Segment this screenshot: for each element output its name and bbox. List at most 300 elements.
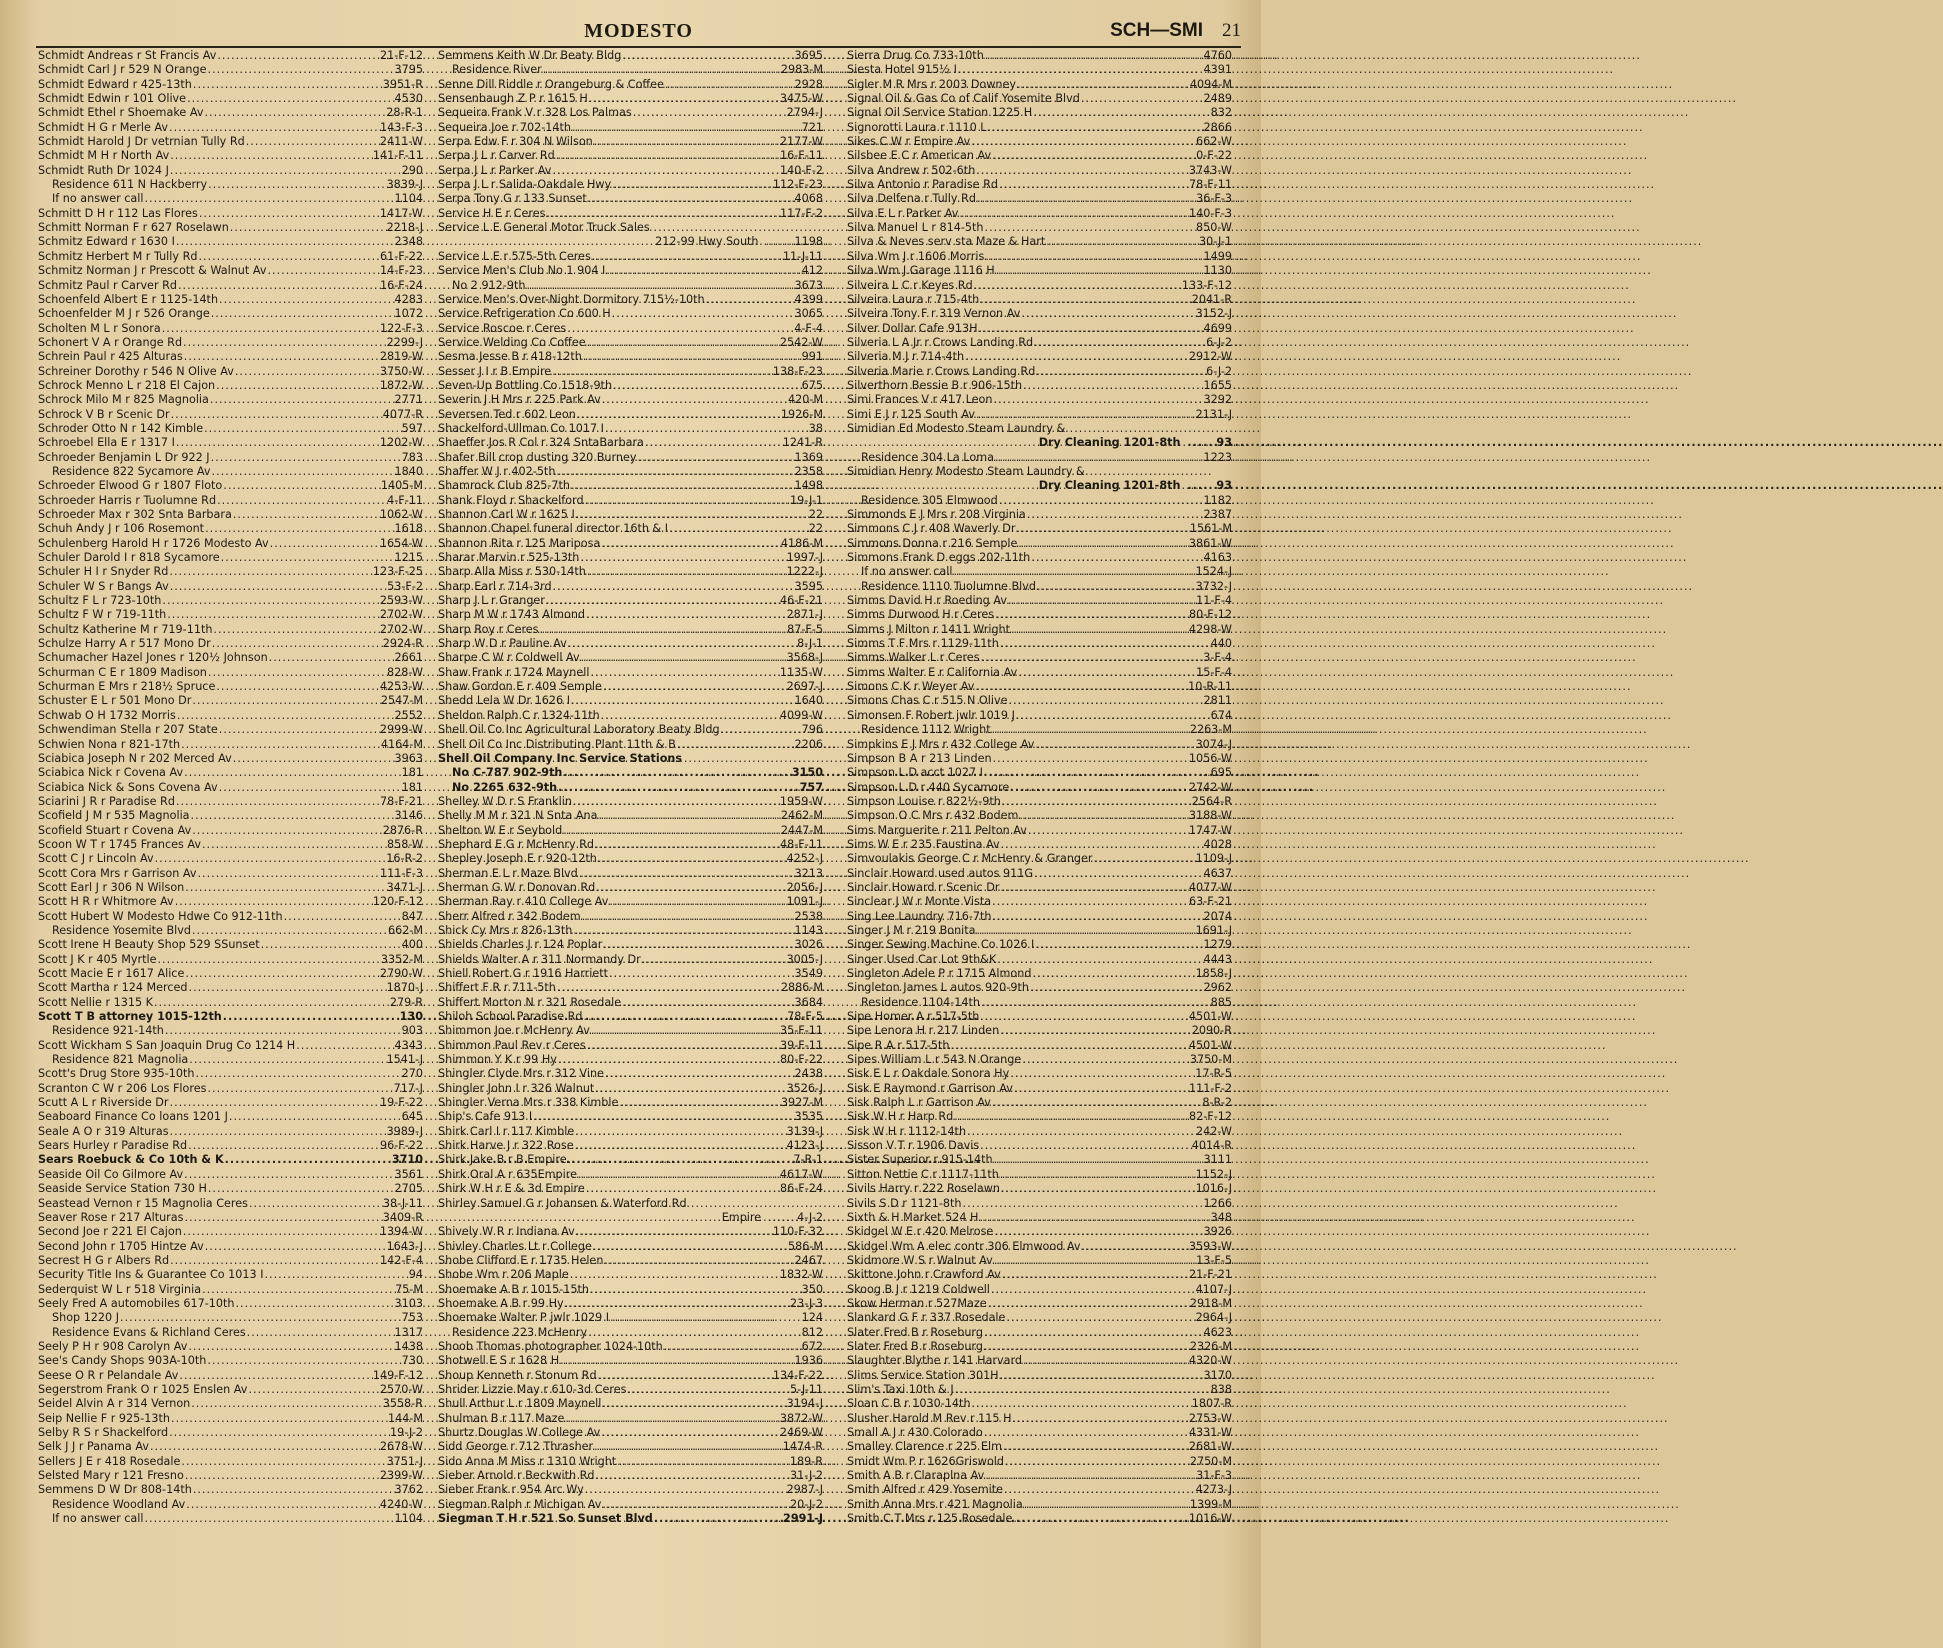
leader-dots: [602, 393, 787, 407]
leader-dots: [171, 1412, 387, 1426]
listing-phone: 4637: [1203, 866, 1232, 880]
listing-phone: 1016-J: [1195, 1182, 1232, 1196]
listing-entry: [847, 1369, 1232, 1383]
listing-entry: [847, 379, 1232, 393]
listing-entry: [847, 910, 1232, 924]
leader-dots: [604, 1254, 793, 1268]
listing-phone: 7-R-1: [793, 1153, 823, 1167]
listing-name: Schoenfelder M J r 526 Orange: [38, 307, 210, 321]
listing-name: Shirk Harve J r 322 Rose: [438, 1139, 574, 1153]
listing-phone: 0-F-22: [1196, 149, 1232, 163]
listing-entry: [438, 207, 823, 221]
leader-dots: [627, 1383, 789, 1397]
listing-phone: 14-F-23: [380, 264, 423, 278]
listing-entry: [438, 910, 823, 924]
listing-phone: 2924-R: [382, 637, 423, 651]
listing-phone: 2753-W: [1188, 1411, 1232, 1425]
leader-dots: [187, 92, 393, 106]
listing-name: Sesser J I r B Empire: [438, 364, 552, 378]
leader-dots: [584, 1010, 787, 1024]
listing-name: Security Title Ins & Guarantee Co 1013 I: [38, 1268, 264, 1282]
listing-phone: 796: [801, 723, 823, 737]
listing-name: Silveria Marie r Crows Landing Rd: [847, 364, 1036, 378]
listing-entry: [847, 135, 1232, 149]
listing-entry: [438, 838, 823, 852]
listing-phone: 1104: [394, 1512, 423, 1526]
leader-dots: [645, 436, 782, 450]
listing-entry: [438, 1039, 823, 1053]
listing-entry: [847, 709, 1232, 723]
listing-phone: 1222-J: [786, 565, 823, 579]
listing-entry: [847, 1512, 1232, 1526]
leader-dots: [170, 1125, 386, 1139]
listing-name: Schoenfeld Albert E r 1125-14th: [38, 292, 219, 306]
listing-entry: [38, 1283, 423, 1297]
listing-phone: 138-F-23: [772, 364, 823, 378]
listing-phone: 1832-W: [779, 1268, 823, 1282]
leader-dots: [976, 408, 1195, 422]
listing-phone: 3963: [394, 751, 423, 765]
listing-entry: [847, 322, 1232, 336]
listing-phone: 2074: [1203, 909, 1232, 923]
listing-phone: 3795: [394, 63, 423, 77]
listing-name: Silveira Tony F r 319 Vernon Av: [847, 307, 1021, 321]
leader-dots: [988, 1297, 1189, 1311]
leader-dots: [595, 1082, 785, 1096]
listing-entry: [847, 336, 1232, 350]
leader-dots: [1013, 1412, 1188, 1426]
listing-phone: 1807-R: [1191, 1397, 1232, 1411]
listing-entry: [438, 1412, 823, 1426]
leader-dots: [992, 723, 1189, 737]
leader-dots: [217, 494, 386, 508]
listing-name: Slusher Harold M Rev r 115 H: [847, 1411, 1012, 1425]
leader-dots: [587, 336, 779, 350]
listing-entry: [847, 164, 1232, 178]
listing-entry: [847, 250, 1232, 264]
listing-name: Shackelford-Ullman Co 1017 I: [438, 421, 604, 435]
listing-phone: 2750-M: [1189, 1454, 1232, 1468]
listing-phone: 48-F-11: [780, 837, 823, 851]
listing-phone: 675: [801, 378, 823, 392]
leader-dots: [216, 379, 379, 393]
listing-entry: [847, 594, 1232, 608]
listing-entry: [847, 522, 1232, 536]
leader-dots: [975, 680, 1187, 694]
listing-name: Schuh Andy J r 106 Rosemont: [38, 522, 205, 536]
listing-entry: [438, 192, 823, 206]
leader-dots: [223, 479, 380, 493]
listing-entry: [847, 1096, 1232, 1110]
listing-entry: [38, 852, 423, 866]
leader-dots: [587, 1039, 779, 1053]
listing-name: Silveria M J r 714-4th: [847, 350, 965, 364]
listing-entry: [438, 895, 823, 909]
listing-entry: [438, 221, 823, 235]
listing-phone: 3146: [394, 809, 423, 823]
listing-entry: [438, 1483, 823, 1497]
listing-phone: 3526-J: [786, 1081, 823, 1095]
listing-entry: [438, 494, 823, 508]
listing-phone: 4123-J: [786, 1139, 823, 1153]
listing-phone: 4501-W: [1188, 1038, 1232, 1052]
listing-phone: 2991-J: [783, 1512, 823, 1526]
listing-name: Sidd George r 712 Thrasher: [438, 1440, 594, 1454]
listing-name: Seely P H r 908 Carolyn Av: [38, 1339, 188, 1353]
listing-phone: 3409-R: [382, 1210, 423, 1224]
listing-entry: [38, 1469, 423, 1483]
listing-entry: [38, 1440, 423, 1454]
leader-dots: [591, 1024, 779, 1038]
listing-entry: [38, 1311, 423, 1325]
listing-phone: 1498: [794, 479, 823, 493]
leader-dots: [1035, 938, 1202, 952]
listing-name: Service L E r 575-5th Ceres: [438, 249, 591, 263]
listing-entry: [38, 1197, 423, 1211]
leader-dots: [581, 651, 786, 665]
listing-entry: [438, 551, 823, 565]
leader-dots: [573, 795, 779, 809]
listing-name: Sido Anna M Miss r 1310 Wright: [438, 1454, 617, 1468]
listing-entry: [38, 235, 423, 249]
listing-name: Seaver Rose r 217 Alturas: [38, 1210, 184, 1224]
listing-phone: 4252-J: [786, 852, 823, 866]
listing-phone: 4077-R: [382, 407, 423, 421]
leader-dots: [1046, 235, 1198, 249]
listing-name: Signal Oil Service Station 1225 H: [847, 106, 1033, 120]
leader-dots: [1010, 781, 1188, 795]
listing-entry: [438, 580, 823, 594]
listing-name: Scott H R r Whitmore Av: [38, 895, 174, 909]
listing-entry: [438, 1326, 823, 1340]
leader-dots: [233, 752, 394, 766]
listing-name: Shotwell E S r 1628 H: [438, 1354, 560, 1368]
listing-name: Silveira Laura r 715-4th: [847, 292, 980, 306]
listing-phone: 93: [1216, 479, 1232, 493]
listing-name: Shank Floyd r Shackelford: [438, 493, 584, 507]
listing-name: Simi E J r 125 South Av: [847, 407, 976, 421]
leader-dots: [974, 279, 1181, 293]
leader-dots: [1027, 508, 1203, 522]
listing-entry: [847, 1311, 1232, 1325]
listing-name: Senne Dill Riddle r Orangeburg & Coffee: [438, 77, 664, 91]
listing-entry: [847, 49, 1232, 63]
listing-name: Simons C K r Weyer Av: [847, 680, 975, 694]
listing-name: Schmidt Edwin r 101 Olive: [38, 92, 187, 106]
listing-name: Simms Walter E r California Av: [847, 665, 1018, 679]
listing-name: Sherman E L r Maze Blvd: [438, 866, 578, 880]
listing-name: Residence 1104-14th: [861, 995, 980, 1009]
listing-entry: [38, 250, 423, 264]
listing-entry: [438, 1254, 823, 1268]
listing-name: Severin J H Mrs r 225 Park Av: [438, 393, 601, 407]
leader-dots: [578, 1168, 779, 1182]
listing-entry: [438, 938, 823, 952]
leader-dots: [594, 1440, 782, 1454]
listing-phone: 1104: [394, 192, 423, 206]
listing-name: Shoemake A B r 99 Hy: [438, 1296, 564, 1310]
listing-name: Silva & Neves serv sta Maze & Hart: [847, 235, 1046, 249]
listing-entry: [38, 63, 423, 77]
listing-entry: [847, 694, 1232, 708]
listing-name: Sitton Nettie C r 1117-11th: [847, 1167, 999, 1181]
listing-entry: [38, 192, 423, 206]
listing-name: Simms David H r Roeding Av: [847, 594, 1007, 608]
listing-entry: [847, 852, 1232, 866]
listing-entry: [38, 1211, 423, 1225]
listing-phone: 4-J-2: [797, 1210, 823, 1224]
listing-entry: [847, 1397, 1232, 1411]
listing-phone: 140-F-2: [780, 163, 823, 177]
listing-entry: [438, 49, 823, 63]
listing-name: Shaw Frank r 1724 Maynell: [438, 665, 590, 679]
listing-entry: [38, 1426, 423, 1440]
listing-name: Scholten M L r Sonora: [38, 321, 161, 335]
listing-entry: [847, 78, 1232, 92]
listing-phone: 4320-W: [1188, 1354, 1232, 1368]
listing-phone: 2999-W: [379, 723, 423, 737]
listing-phone: 1655: [1203, 378, 1232, 392]
listing-phone: 142-F-4: [380, 1253, 423, 1267]
listing-entry: [438, 738, 823, 752]
listing-entry: [38, 881, 423, 895]
listing-phone: 80-F-12: [1189, 608, 1232, 622]
listing-name: Shannon Chapel funeral director 16th & I: [438, 522, 669, 536]
listing-entry: [38, 694, 423, 708]
listing-phone: 21-F-12: [380, 49, 423, 62]
listing-phone: 3872-W: [779, 1411, 823, 1425]
listing-phone: 2593-W: [379, 594, 423, 608]
listing-phone: 1135-W: [779, 665, 823, 679]
listing-name: Shiell Robert G r 1916 Harriett: [438, 967, 609, 980]
leader-dots: [176, 436, 379, 450]
listing-phone: 4399: [794, 292, 823, 306]
listing-entry: [847, 1053, 1232, 1067]
leader-dots: [284, 910, 401, 924]
listing-phone: 111-F-2: [1189, 1081, 1232, 1095]
listing-phone: 3743-W: [1188, 163, 1232, 177]
listing-phone: 1056-W: [1188, 751, 1232, 765]
listing-name: Seversen Ted r 602 Leon: [438, 407, 576, 421]
leader-dots: [1022, 1053, 1189, 1067]
leader-dots: [170, 149, 372, 163]
listing-entry: [38, 1096, 423, 1110]
leader-dots: [978, 322, 1202, 336]
listing-name: Scott's Drug Store 935-10th: [38, 1067, 195, 1081]
listing-phone: 2570-W: [379, 1382, 423, 1396]
leader-dots: [196, 1067, 401, 1081]
listing-phone: 93: [1216, 436, 1232, 450]
listing-entry: [438, 436, 823, 450]
leader-dots: [205, 522, 393, 536]
leader-dots: [985, 1469, 1195, 1483]
leader-dots: [154, 996, 389, 1010]
listing-entry: [438, 623, 823, 637]
listing-entry: [438, 824, 823, 838]
leader-dots: [181, 738, 380, 752]
listing-phone: 3005-J: [786, 952, 823, 966]
listing-phone: 13-F-5: [1196, 1253, 1232, 1267]
leader-dots: [979, 1211, 1209, 1225]
leader-dots: [1000, 1369, 1203, 1383]
listing-name: Residence River: [452, 63, 542, 77]
listing-entry: [847, 1139, 1232, 1153]
listing-name: Selby R S r Shackelford: [38, 1426, 169, 1439]
listing-name: No 2 912-9th: [452, 278, 526, 292]
listing-entry: [847, 1326, 1232, 1340]
listing-entry: [438, 365, 823, 379]
listing-phone: 3695: [794, 49, 823, 62]
listing-name: Scott Nellie r 1315 K: [38, 995, 153, 1009]
listing-phone: 3751-J: [386, 1454, 423, 1468]
listing-phone: 672: [801, 1339, 823, 1353]
leader-dots: [598, 1369, 772, 1383]
listing-name: Schrock Menno L r 218 El Cajon: [38, 378, 216, 392]
listing-entry: [38, 1225, 423, 1239]
leader-dots: [177, 709, 394, 723]
listing-entry: [38, 365, 423, 379]
listing-name: Signorotti Laura r 1110 L: [847, 120, 987, 134]
listing-name: Shiffert F R r 711-5th: [438, 981, 556, 995]
listing-name: Service Roscoe r Ceres: [438, 321, 567, 335]
name-range: SCH—SMI: [1110, 20, 1203, 41]
leader-dots: [999, 494, 1203, 508]
listing-name: Shobe Clifford E r 1735 Helen: [438, 1253, 604, 1267]
listing-entry: [38, 350, 423, 364]
listing-entry: [38, 1039, 423, 1053]
leader-dots: [633, 106, 786, 120]
listing-name: Shingler John I r 326 Walnut: [438, 1081, 595, 1095]
listing-entry: [438, 1153, 823, 1167]
listing-entry: [38, 322, 423, 336]
listing-entry: [847, 350, 1232, 364]
leader-dots: [1030, 981, 1203, 995]
listing-entry: [847, 838, 1232, 852]
listing-name: Slater Fred B r Roseburg: [847, 1325, 983, 1339]
listing-name: Schultz F W r 719-11th: [38, 608, 167, 622]
listing-entry: [847, 508, 1232, 522]
listing-phone: 143-F-3: [380, 120, 423, 134]
listing-entry: [438, 1283, 823, 1297]
listing-phone: 3292: [1203, 393, 1232, 407]
listing-entry: [38, 164, 423, 178]
listing-name: Shirk Oral A r 635Empire: [438, 1167, 577, 1181]
listing-name: Smith Alfred r 429 Yosemite: [847, 1483, 1003, 1497]
listing-phone: 2547-M: [380, 694, 423, 708]
listing-phone: 730: [401, 1354, 423, 1368]
listing-entry: [38, 1268, 423, 1282]
listing-phone: 1152-J: [1195, 1167, 1232, 1181]
leader-dots: [558, 781, 799, 795]
leader-dots: [1000, 1024, 1191, 1038]
listing-entry: [438, 1067, 823, 1081]
leader-dots: [1018, 537, 1187, 551]
listing-entry: [847, 565, 1232, 579]
listing-name: Schrein Paul r 425 Alturas: [38, 350, 183, 364]
leader-dots: [225, 1153, 391, 1167]
leader-dots: [585, 494, 789, 508]
listing-phone: 21-F-21: [1189, 1268, 1232, 1282]
listing-entry: [38, 1354, 423, 1368]
listing-name: Sherr Alfred r 342 Bodem: [438, 909, 581, 923]
listing-name: Scott Martha r 124 Merced: [38, 981, 188, 995]
listing-name: Scofield Stuart r Covena Av: [38, 823, 192, 837]
listing-entry: [438, 680, 823, 694]
leader-dots: [193, 1483, 394, 1497]
leader-dots: [552, 365, 772, 379]
listing-name: Scott Cora Mrs r Garrison Av: [38, 866, 197, 880]
listing-phone: 1541-J: [386, 1053, 423, 1067]
listing-phone: 1747-W: [1188, 823, 1232, 837]
listing-entry: [38, 996, 423, 1010]
listing-phone: 2447-M: [780, 823, 823, 837]
leader-dots: [202, 1283, 394, 1297]
listing-name: Sequeira Joe r 702-14th: [438, 120, 572, 134]
listing-entry: [438, 1340, 823, 1354]
listing-entry: [38, 680, 423, 694]
listing-name: Simvoulakis George C r McHenry & Granger: [847, 852, 1093, 866]
listing-phone: 828-W: [387, 665, 423, 679]
listing-phone: 1438: [394, 1339, 423, 1353]
listing-phone: 885: [1210, 995, 1232, 1009]
leader-dots: [609, 895, 785, 909]
listing-entry: [438, 1369, 823, 1383]
listing-name: Smith Anna Mrs r 421 Magnolia: [847, 1497, 1023, 1511]
leader-dots: [996, 264, 1203, 278]
listing-name: Shaeffer Jos R Col r 324 SntaBarbara: [438, 436, 644, 450]
listing-phone: 1202-W: [379, 436, 423, 450]
listing-entry: [438, 250, 823, 264]
listing-phone: 2467: [794, 1253, 823, 1267]
listing-phone: 4163: [1203, 551, 1232, 565]
listing-entry: [847, 436, 1232, 450]
listing-phone: 2462-M: [780, 809, 823, 823]
listing-phone: 3471-J: [386, 880, 423, 894]
listing-phone: 2387: [1203, 508, 1232, 521]
leader-dots: [188, 1139, 379, 1153]
leader-dots: [610, 1311, 801, 1325]
listing-phone: 111-F-3: [380, 866, 423, 880]
listing-entry: [438, 1082, 823, 1096]
leader-dots: [296, 1039, 393, 1053]
listing-phone: 2962: [1203, 981, 1232, 995]
leader-dots: [162, 322, 379, 336]
listing-name: Schroebel Ella E r 1317 I: [38, 436, 175, 450]
listing-name: Residence 305 Elmwood: [861, 493, 998, 507]
listing-phone: 279-R: [389, 995, 423, 1009]
listing-phone: 3926: [1203, 1225, 1232, 1239]
listing-phone: 350: [801, 1282, 823, 1296]
listing-entry: [438, 422, 823, 436]
leader-dots: [606, 264, 800, 278]
listing-name: Smidt Wm P r 1626Griswold: [847, 1454, 1005, 1468]
leader-dots: [558, 1053, 779, 1067]
leader-dots: [181, 1455, 385, 1469]
listing-phone: 22: [808, 508, 823, 521]
listing-name: Residence 821 Magnolia: [52, 1053, 189, 1067]
listing-entry: [847, 981, 1232, 995]
listing-name: Seidel Alvin A r 314 Vernon: [38, 1397, 191, 1411]
listing-entry: [438, 1426, 823, 1440]
listing-phone: 1524-J: [1195, 565, 1232, 579]
listing-phone: 134-F-22: [772, 1368, 823, 1382]
leader-dots: [563, 824, 780, 838]
listing-phone: 2206: [794, 737, 823, 751]
listing-phone: 3213: [794, 866, 823, 880]
listing-entry: [38, 1125, 423, 1139]
listing-name: Dry Cleaning 1201-8th: [1038, 479, 1181, 493]
leader-dots: [144, 192, 393, 206]
